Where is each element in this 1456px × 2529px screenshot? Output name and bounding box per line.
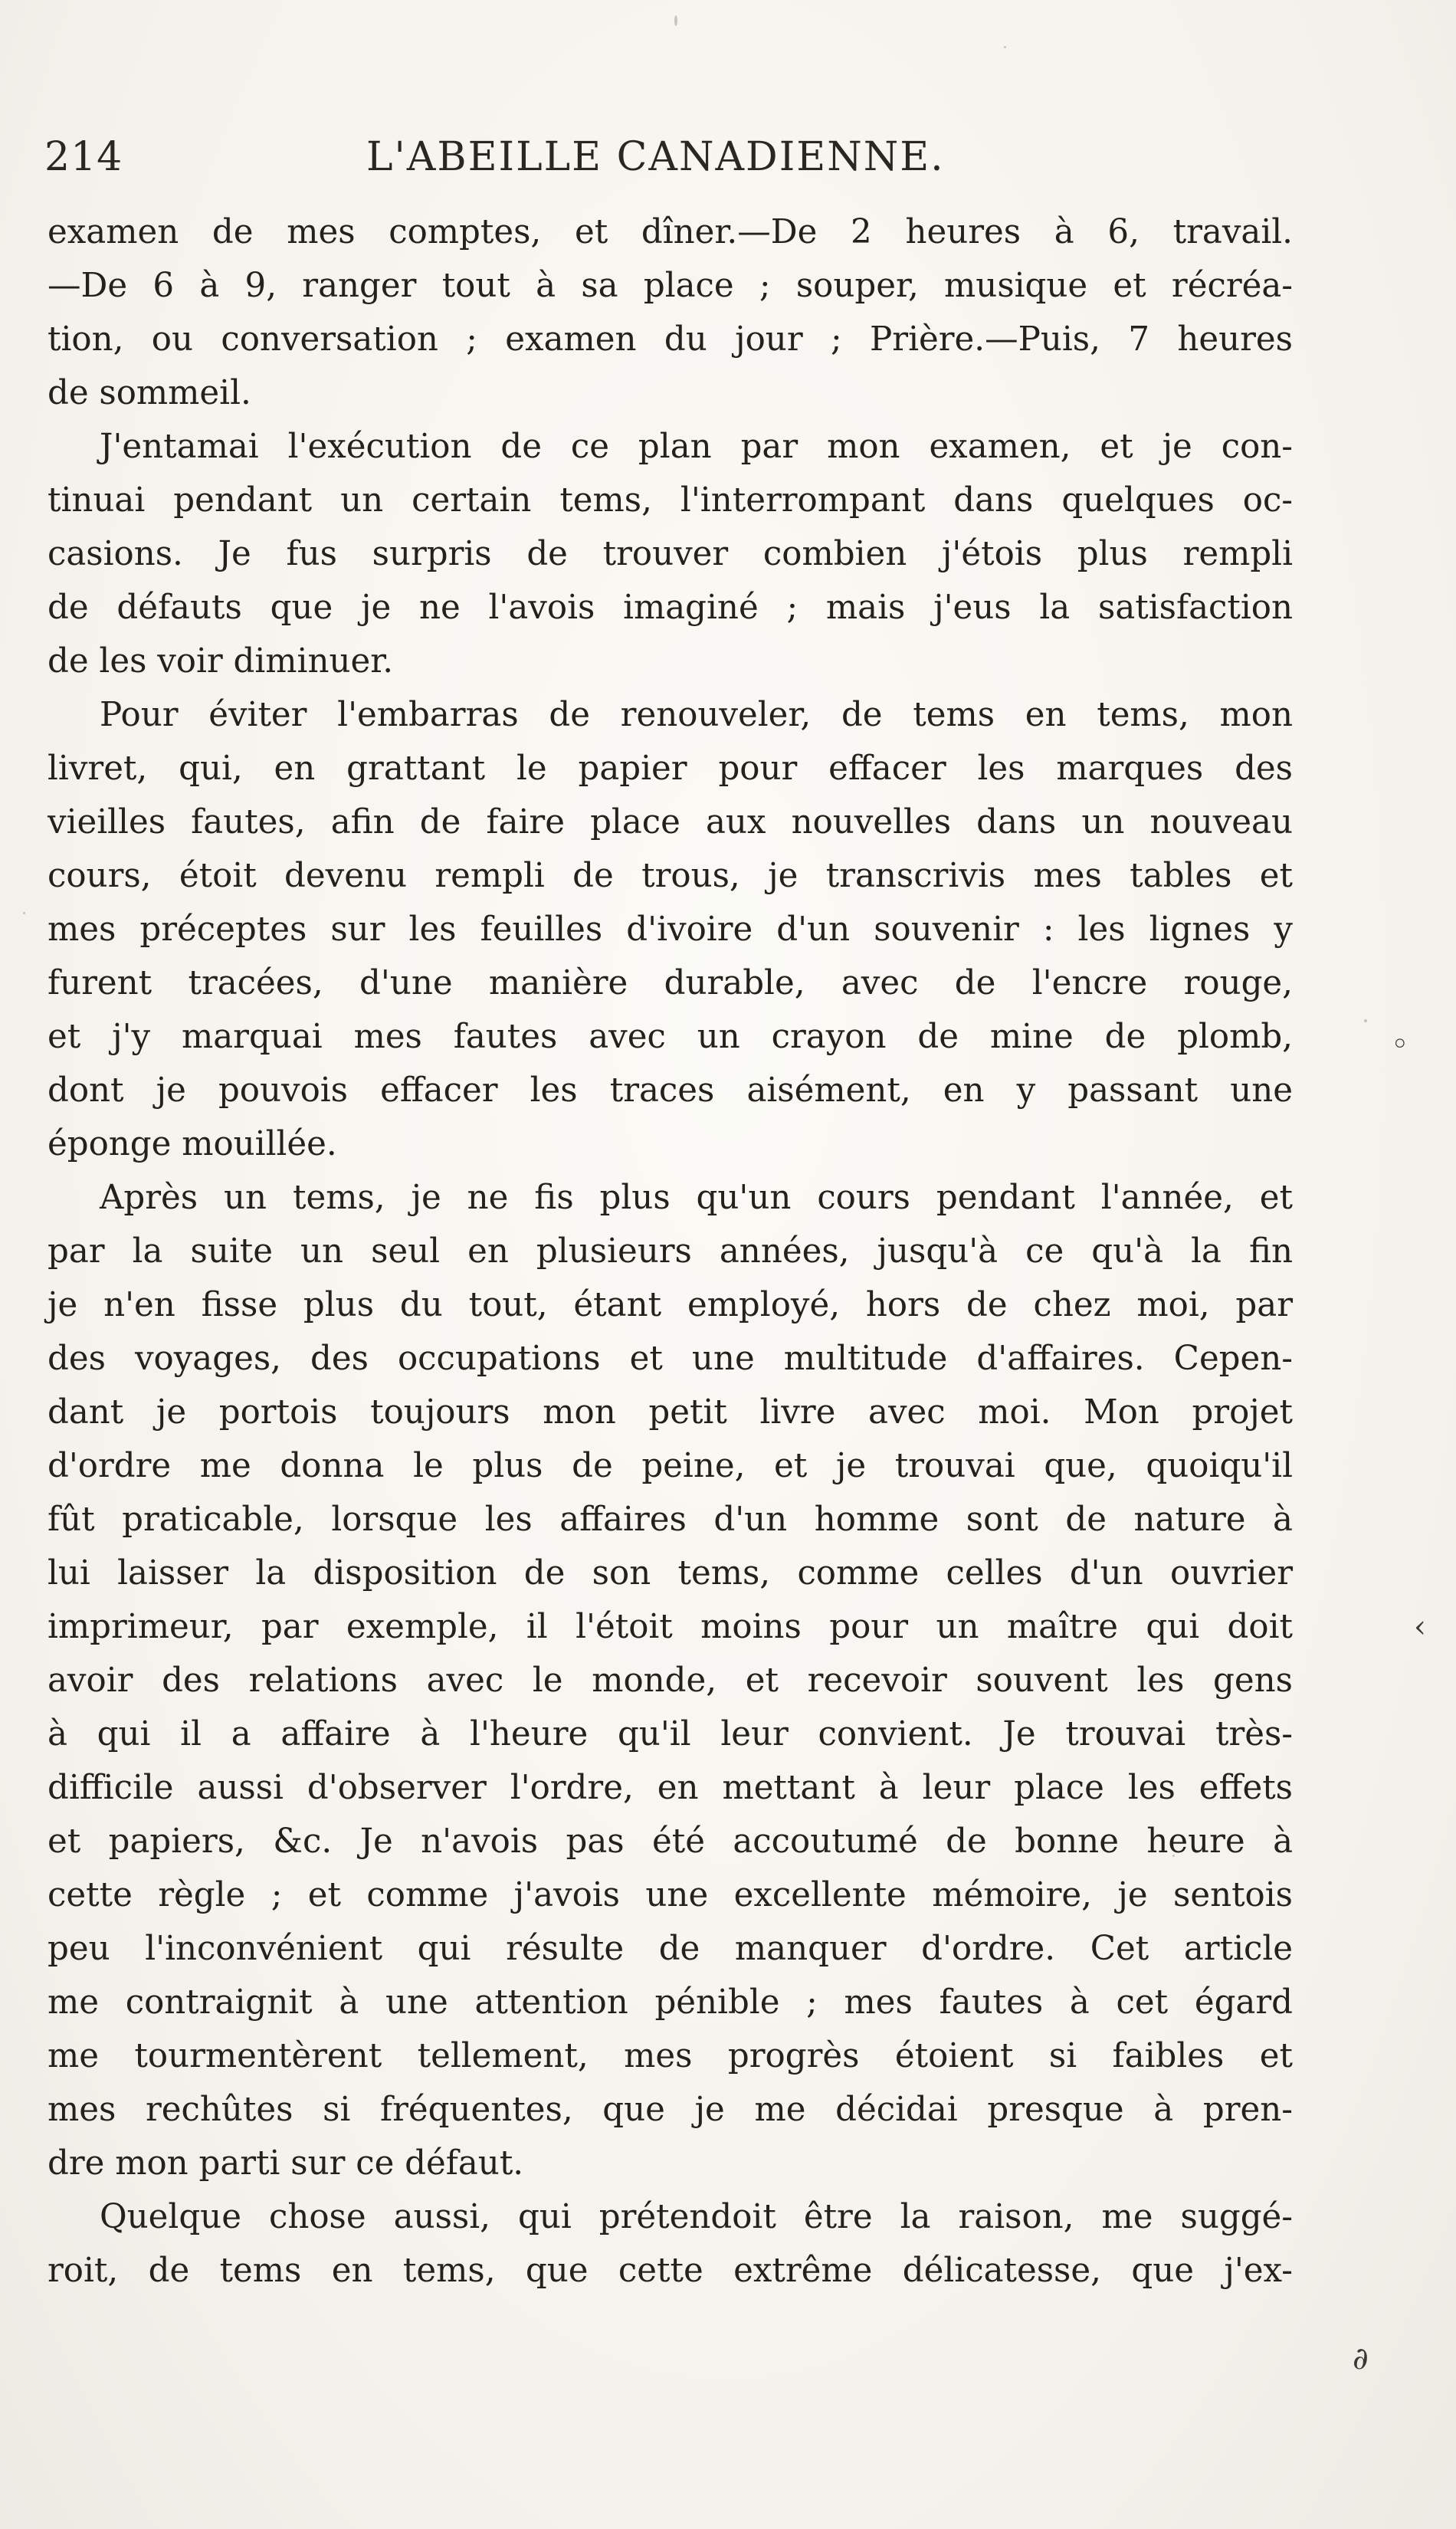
- paper-speck: [1004, 46, 1006, 48]
- paragraph-first-line: Pour éviter l'embarras de renouveler, de tems en tems, mon: [100, 696, 1293, 734]
- text-line: éponge mouillée.: [48, 1125, 337, 1163]
- text-line: d'ordre me donna le plus de peine, et je trouvai que, quoiqu'il: [48, 1447, 1293, 1485]
- text-line: furent tracées, d'une manière durable, avec de l'encre rouge,: [48, 964, 1293, 1002]
- text-line: —De 6 à 9, ranger tout à sa place ; souper, musique et récréa-: [48, 267, 1293, 305]
- text-line: mes rechûtes si fréquentes, que je me décidai presque à pren-: [48, 2091, 1293, 2129]
- text-line: casions. Je fus surpris de trouver combien j'étois plus rempli: [48, 535, 1293, 573]
- text-line: examen de mes comptes, et dîner.—De 2 heures à 6, travail.: [48, 213, 1293, 251]
- paper-speck: [1364, 1019, 1367, 1022]
- paper-speck: [674, 15, 677, 26]
- text-line: par la suite un seul en plusieurs années, jusqu'à ce qu'à la fin: [48, 1232, 1293, 1271]
- text-line: avoir des relations avec le monde, et recevoir souvent les gens: [48, 1661, 1293, 1700]
- text-line: des voyages, des occupations et une multitude d'affaires. Cepen-: [48, 1340, 1293, 1378]
- page-number: 214: [44, 134, 123, 180]
- paragraph-first-line: J'entamai l'exécution de ce plan par mon examen, et je con-: [100, 428, 1293, 466]
- text-line: cette règle ; et comme j'avois une excellente mémoire, je sentois: [48, 1876, 1293, 1914]
- text-line: fût praticable, lorsque les affaires d'un homme sont de nature à: [48, 1501, 1293, 1539]
- text-line: dre mon parti sur ce défaut.: [48, 2144, 524, 2183]
- text-line: cours, étoit devenu rempli de trous, je transcrivis mes tables et: [48, 857, 1293, 895]
- text-line: dont je pouvois effacer les traces aisément, en y passant une: [48, 1071, 1293, 1110]
- margin-mark: ∂: [1353, 2341, 1369, 2376]
- text-line: tion, ou conversation ; examen du jour ; Prière.—Puis, 7 heures: [48, 320, 1293, 359]
- paragraph-first-line: Quelque chose aussi, qui prétendoit être la raison, me suggé-: [100, 2198, 1293, 2236]
- text-line: de les voir diminuer.: [48, 642, 394, 681]
- margin-mark: ◦: [1391, 1027, 1409, 1062]
- running-title: L'ABEILLE CANADIENNE.: [366, 134, 945, 180]
- text-line: de sommeil.: [48, 374, 251, 412]
- text-line: me contraignit à une attention pénible ; mes fautes à cet égard: [48, 1983, 1293, 2022]
- text-line: mes préceptes sur les feuilles d'ivoire d'un souvenir : les lignes y: [48, 910, 1293, 949]
- page-header: [44, 134, 1286, 188]
- text-line: lui laisser la disposition de son tems, comme celles d'un ouvrier: [48, 1554, 1293, 1593]
- text-line: tinuai pendant un certain tems, l'interrompant dans quelques oc-: [48, 481, 1293, 520]
- text-line: je n'en fisse plus du tout, étant employé, hors de chez moi, par: [48, 1286, 1293, 1324]
- paragraph-first-line: Après un tems, je ne fis plus qu'un cours pendant l'année, et: [100, 1179, 1293, 1217]
- text-line: peu l'inconvénient qui résulte de manquer d'ordre. Cet article: [48, 1930, 1293, 1968]
- text-line: à qui il a affaire à l'heure qu'il leur convient. Je trouvai très-: [48, 1715, 1293, 1753]
- text-line: vieilles fautes, afin de faire place aux nouvelles dans un nouveau: [48, 803, 1293, 841]
- text-line: dant je portois toujours mon petit livre avec moi. Mon projet: [48, 1393, 1293, 1432]
- margin-mark: ‹: [1414, 1609, 1426, 1645]
- text-line: me tourmentèrent tellement, mes progrès étoient si faibles et: [48, 2037, 1293, 2075]
- body-text: [48, 205, 1293, 2298]
- text-line: roit, de tems en tems, que cette extrême délicatesse, que j'ex-: [48, 2252, 1293, 2290]
- text-line: livret, qui, en grattant le papier pour effacer les marques des: [48, 750, 1293, 788]
- paper-speck: [23, 912, 25, 914]
- text-line: imprimeur, par exemple, il l'étoit moins pour un maître qui doit: [48, 1608, 1293, 1646]
- text-line: et j'y marquai mes fautes avec un crayon de mine de plomb,: [48, 1018, 1293, 1056]
- text-line: et papiers, &c. Je n'avois pas été accoutumé de bonne heure à: [48, 1822, 1293, 1861]
- text-line: de défauts que je ne l'avois imaginé ; mais j'eus la satisfaction: [48, 589, 1293, 627]
- text-line: difficile aussi d'observer l'ordre, en mettant à leur place les effets: [48, 1769, 1293, 1807]
